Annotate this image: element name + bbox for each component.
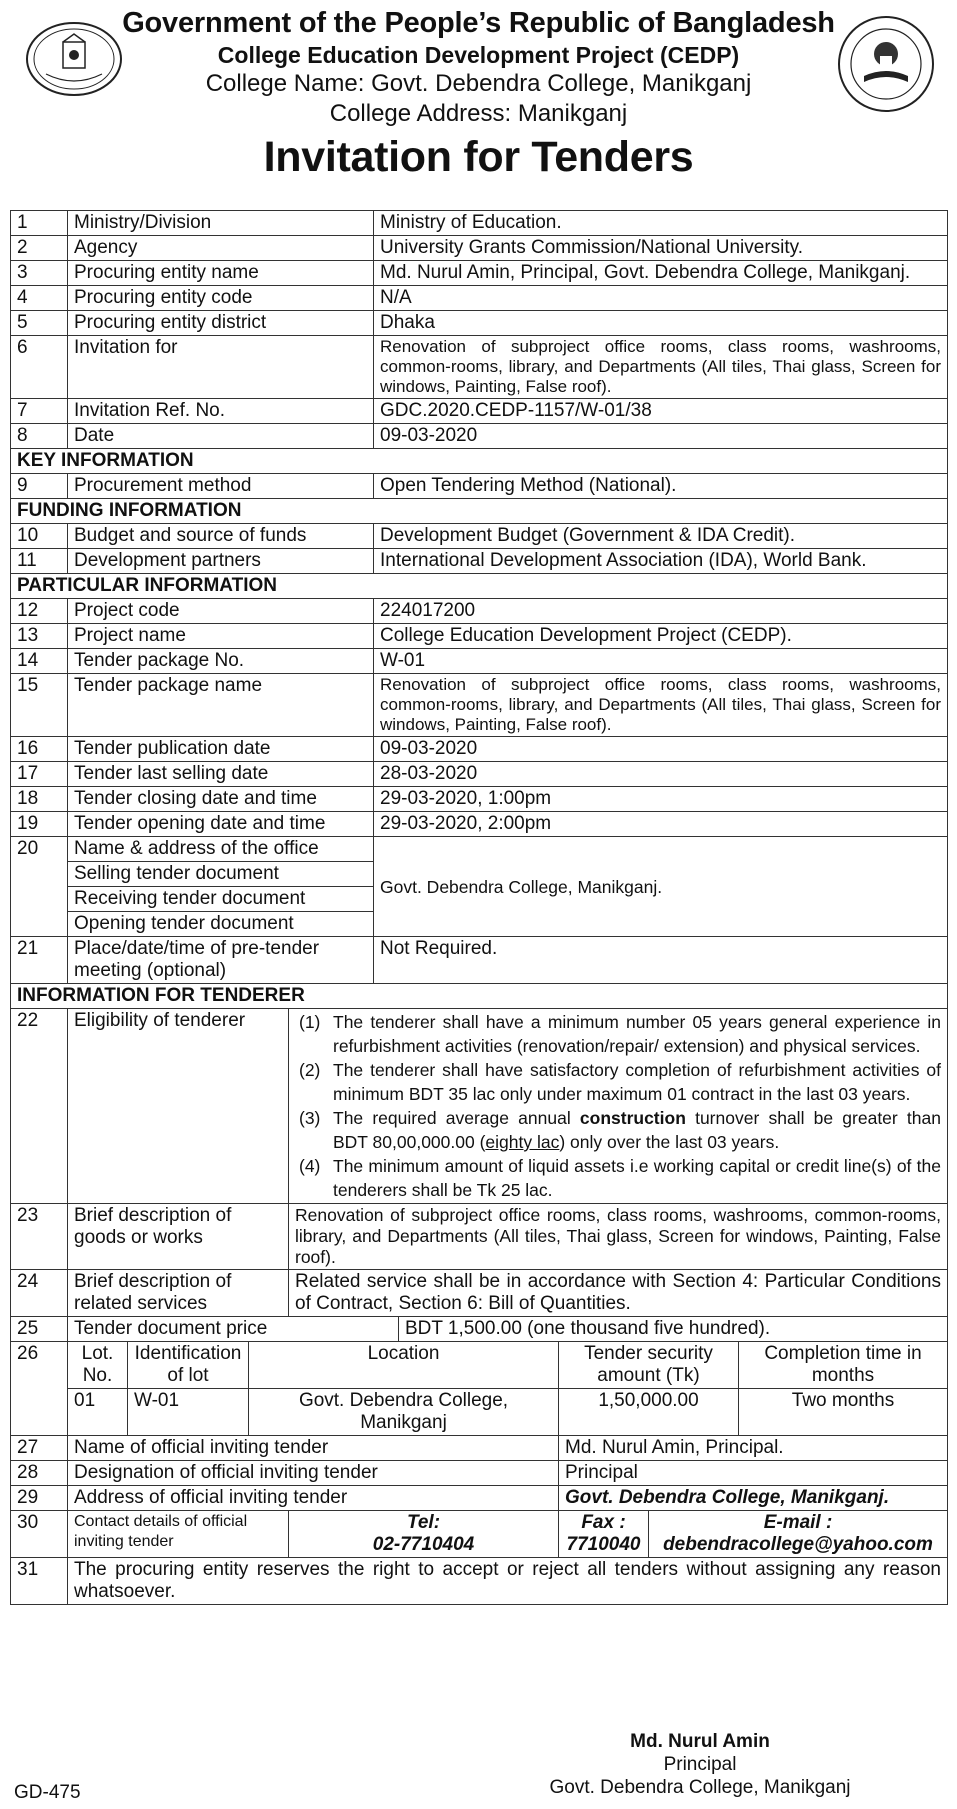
row-label: Project name	[68, 624, 374, 649]
row-value: 09-03-2020	[374, 424, 948, 449]
tender-table	[10, 210, 948, 1009]
eligibility-list	[289, 1009, 948, 1204]
tel-cell: Tel: 02-7710404	[289, 1511, 559, 1558]
row-label: Tender publication date	[68, 737, 374, 762]
row-number: 2	[11, 236, 68, 261]
row-number: 16	[11, 737, 68, 762]
table-row: 28 Designation of official inviting tender Principal	[11, 1461, 948, 1486]
row-number: 10	[11, 524, 68, 549]
row-number: 6	[11, 336, 68, 399]
table-row: 31 The procuring entity reserves the right to accept or reject all tenders without assigning any reason whatsoever.	[11, 1558, 948, 1605]
table-row	[11, 674, 948, 737]
government-title: Government of the People’s Republic of Bangladesh	[122, 7, 835, 39]
fax-cell: Fax : 7710040	[559, 1511, 649, 1558]
lot-row: 01 W-01 Govt. Debendra College, Manikganj 1,50,000.00 Two months	[11, 1389, 948, 1436]
row-number: 1	[11, 211, 68, 236]
section-particular-information: PARTICULAR INFORMATION	[11, 574, 948, 599]
email-link[interactable]: debendracollege@yahoo.com	[663, 1534, 933, 1555]
row-label: Project code	[68, 599, 374, 624]
table-row: 29 Address of official inviting tender Govt. Debendra College, Manikganj.	[11, 1486, 948, 1511]
table-row	[11, 812, 948, 837]
signatory-designation: Principal	[663, 1754, 737, 1775]
row-label: Budget and source of funds	[68, 524, 374, 549]
table-row	[11, 762, 948, 787]
table-row: 21 Place/date/time of pre-tender meeting (optional) Not Required.	[11, 937, 948, 984]
section-information-for-tenderer: INFORMATION FOR TENDERER	[11, 984, 948, 1009]
row-label: Procurement method	[68, 474, 374, 499]
eligibility-item: (3) The required average annual construction turnover shall be greater than BDT 80,00,000.00 (eighty lac) only over the last 03 years.	[299, 1108, 941, 1152]
table-row	[11, 737, 948, 762]
table-row	[11, 399, 948, 424]
section-funding-information: FUNDING INFORMATION	[11, 499, 948, 524]
row-label: Agency	[68, 236, 374, 261]
office-address-value: Govt. Debendra College, Manikganj.	[374, 837, 948, 937]
row-label: Tender last selling date	[68, 762, 374, 787]
gd-code: GD-475	[14, 1782, 81, 1803]
row-number: 8	[11, 424, 68, 449]
row-label: Procuring entity code	[68, 286, 374, 311]
row-label: Invitation Ref. No.	[68, 399, 374, 424]
table-row	[11, 424, 948, 449]
document-header	[0, 6, 957, 183]
table-row	[11, 261, 948, 286]
row-label: Procuring entity district	[68, 311, 374, 336]
row-label: Tender package No.	[68, 649, 374, 674]
table-row: 24 Brief description of related services Related service shall be in accordance with Section 4: Particular Conditions of Contract, Section 6: Bill of Quantities.	[11, 1270, 948, 1317]
row-value: 29-03-2020, 1:00pm	[374, 787, 948, 812]
page-title: Invitation for Tenders	[263, 133, 694, 181]
table-row	[11, 599, 948, 624]
table-row: Receiving tender document	[11, 887, 948, 912]
row-value: Renovation of subproject office rooms, class rooms, washrooms, common-rooms, library, and Departments (All tiles, Thai glass, Screen for windows, Painting, False roof).	[374, 674, 948, 737]
table-row	[11, 624, 948, 649]
table-row	[11, 286, 948, 311]
row-value: Dhaka	[374, 311, 948, 336]
row-value: 224017200	[374, 599, 948, 624]
contact-row: 30 Contact details of official inviting tender Tel: 02-7710404 Fax : 7710040 E-mail : debendracollege@yahoo.com	[11, 1511, 948, 1558]
table-row: Opening tender document	[11, 912, 948, 937]
key-rows	[11, 474, 948, 499]
table-row: 20 Name & address of the office Govt. Debendra College, Manikganj.	[11, 837, 948, 862]
row-value: 09-03-2020	[374, 737, 948, 762]
table-row	[11, 524, 948, 549]
row-number: 15	[11, 674, 68, 737]
table-row	[11, 311, 948, 336]
row-value: Renovation of subproject office rooms, class rooms, washrooms, common-rooms, library, and Departments (All tiles, Thai glass, Screen for windows, Painting, False roof).	[374, 336, 948, 399]
particular-rows	[11, 599, 948, 837]
table-row	[11, 787, 948, 812]
section-key-information: KEY INFORMATION	[11, 449, 948, 474]
row-label: Invitation for	[68, 336, 374, 399]
general-rows	[11, 211, 948, 449]
table-row: 23 Brief description of goods or works Renovation of subproject office rooms, class rooms, washrooms, common-rooms, library, and Departments (All tiles, Thai glass, Screen for windows, Painting, False roof).	[11, 1204, 948, 1270]
row-value: GDC.2020.CEDP-1157/W-01/38	[374, 399, 948, 424]
row-label: Tender closing date and time	[68, 787, 374, 812]
row-number: 3	[11, 261, 68, 286]
row-value: International Development Association (IDA), World Bank.	[374, 549, 948, 574]
row-value: N/A	[374, 286, 948, 311]
row-number: 12	[11, 599, 68, 624]
table-row	[11, 236, 948, 261]
table-row: Selling tender document	[11, 862, 948, 887]
table-row: 27 Name of official inviting tender Md. Nurul Amin, Principal.	[11, 1436, 948, 1461]
signatory-office: Govt. Debendra College, Manikganj	[549, 1777, 851, 1798]
row-number: 17	[11, 762, 68, 787]
table-row	[11, 649, 948, 674]
row-label: Development partners	[68, 549, 374, 574]
tenderer-table	[10, 1008, 948, 1605]
college-address: College Address: Manikganj	[329, 100, 628, 127]
row-number: 4	[11, 286, 68, 311]
lot-header-row: 26 Lot. No. Identification of lot Location Tender security amount (Tk) Completion time in months	[11, 1342, 948, 1389]
eligibility-item: (4) The minimum amount of liquid assets i.e working capital or credit line(s) of the tenderers shall be Tk 25 lac.	[299, 1156, 941, 1200]
table-row	[11, 549, 948, 574]
row-label: Procuring entity name	[68, 261, 374, 286]
eligibility-item: (1) The tenderer shall have a minimum number 05 years general experience in refurbishment activities (renovation/repair/ extension) and physical services.	[299, 1012, 941, 1056]
row-label: Date	[68, 424, 374, 449]
row-number: 11	[11, 549, 68, 574]
row-label: Ministry/Division	[68, 211, 374, 236]
row-value: W-01	[374, 649, 948, 674]
table-row: 25 Tender document price BDT 1,500.00 (one thousand five hundred).	[11, 1317, 948, 1342]
row-value: 29-03-2020, 2:00pm	[374, 812, 948, 837]
college-name: College Name: Govt. Debendra College, Manikganj	[205, 70, 752, 97]
table-row: 22 Eligibility of tenderer (1) The tenderer shall have a minimum number 05 years general experience in refurbishment activities (renovation/repair/ extension) and physical services. (2) The tenderer shall have satisfactory completion of refurbishment activities of minimum BDT 35 lac only under maximum 01 contract in the last 03 years. (3) The required average annual construction turnover shall be greater than BDT 80,00,000.00 (eighty lac) only over the last 03 years. (4) The minimum amount of liquid assets i.e working capital or credit line(s) of the tenderers shall be Tk 25 lac.	[11, 1009, 948, 1204]
table-row	[11, 474, 948, 499]
row-value: Development Budget (Government & IDA Credit).	[374, 524, 948, 549]
email-cell: E-mail : debendracollege@yahoo.com	[649, 1511, 948, 1558]
row-label: Tender package name	[68, 674, 374, 737]
row-value: College Education Development Project (CEDP).	[374, 624, 948, 649]
table-row	[11, 211, 948, 236]
funding-rows	[11, 524, 948, 574]
row-value: University Grants Commission/National University.	[374, 236, 948, 261]
row-value: Open Tendering Method (National).	[374, 474, 948, 499]
row-number: 9	[11, 474, 68, 499]
signatory-name: Md. Nurul Amin	[630, 1731, 770, 1752]
signature-block	[520, 1730, 880, 1799]
row-value: Md. Nurul Amin, Principal, Govt. Debendra College, Manikganj.	[374, 261, 948, 286]
project-title: College Education Development Project (CEDP)	[217, 42, 740, 68]
row-number: 5	[11, 311, 68, 336]
row-label: Tender opening date and time	[68, 812, 374, 837]
row-number: 18	[11, 787, 68, 812]
row-number: 19	[11, 812, 68, 837]
table-row	[11, 336, 948, 399]
eligibility-item: (2) The tenderer shall have satisfactory completion of refurbishment activities of minimum BDT 35 lac only under maximum 01 contract in the last 03 years.	[299, 1060, 941, 1104]
row-value: Ministry of Education.	[374, 211, 948, 236]
row-number: 14	[11, 649, 68, 674]
row-value: 28-03-2020	[374, 762, 948, 787]
row-number: 13	[11, 624, 68, 649]
row-number: 7	[11, 399, 68, 424]
